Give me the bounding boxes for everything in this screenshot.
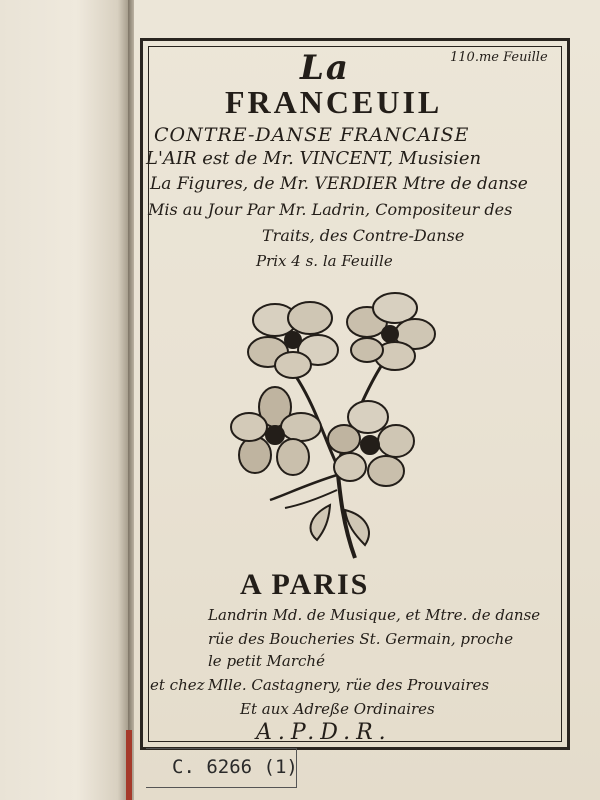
privilege-mark: A.P.D.R. — [256, 720, 392, 745]
imprint-line-3: le petit Marché — [208, 652, 325, 670]
imprint-city: A PARIS — [240, 568, 370, 601]
library-shelfmark: C. 6266 (1) — [172, 756, 298, 778]
publisher-credit: Mis au Jour Par Mr. Ladrin, Compositeur des — [148, 200, 513, 219]
air-credit: L'AIR est de Mr. VINCENT, Musisien — [146, 148, 482, 169]
page-title: FRANCEUIL — [225, 84, 443, 120]
imprint-line-1: Landrin Md. de Musique, et Mtre. de danse — [208, 606, 541, 624]
subtitle: CONTRE-DANSE FRANCAISE — [154, 124, 470, 146]
engraved-flower-illustration — [225, 290, 445, 570]
imprint-line-2: rüe des Boucheries St. Germain, proche — [208, 630, 514, 648]
price-line: Prix 4 s. la Feuille — [256, 252, 393, 270]
title-article: La — [300, 48, 350, 88]
imprint-line-4-lead: et chez — [150, 676, 205, 694]
sheet-number: 110.me Feuille — [450, 50, 548, 65]
imprint-line-4: Mlle. Castagnery, rüe des Prouvaires — [208, 676, 490, 694]
traits-line: Traits, des Contre-Danse — [262, 226, 465, 245]
red-binding-edge — [126, 730, 132, 800]
left-page-blank — [0, 0, 128, 800]
imprint-line-5: Et aux Adreße Ordinaires — [240, 700, 435, 718]
figures-credit: La Figures, de Mr. VERDIER Mtre de danse — [150, 174, 528, 194]
